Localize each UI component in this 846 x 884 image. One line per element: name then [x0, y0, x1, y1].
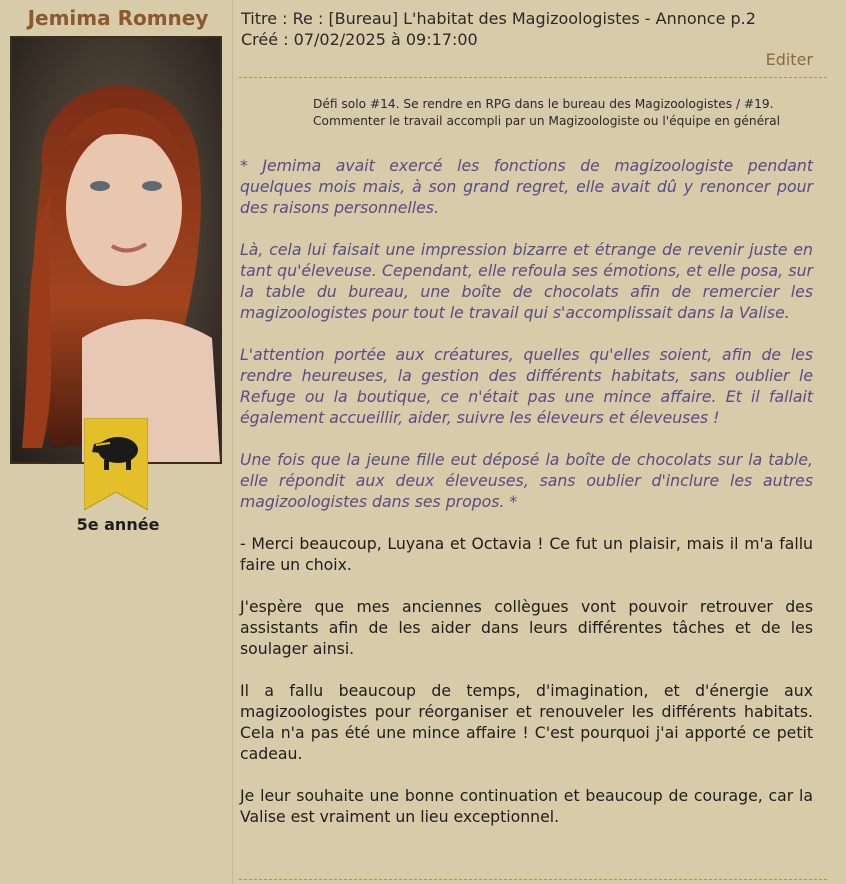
avatar — [10, 36, 222, 464]
rp-paragraph: Là, cela lui faisait une impression bizarre et étrange de revenir juste en tant qu'éleveuse. Cependant, elle refoula ses émotions, et elle posa, sur la table du bureau, une boîte de chocolats afin de remercier les magizoologistes pour tout le travail qui s'accomplissait dans la Valise. — [240, 240, 813, 322]
post-content — [232, 0, 846, 884]
header-divider — [239, 77, 827, 78]
post-header — [241, 8, 756, 50]
rp-paragraph: Une fois que la jeune fille eut déposé la boîte de chocolats sur la table, elle répondit aux deux éleveuses, sans oublier d'inclure les autres magizoologistes dans ses propos. * — [240, 450, 813, 511]
challenge-note — [313, 96, 833, 130]
challenge-line: Commenter le travail accompli par un Magizoologiste ou l'équipe en général — [313, 114, 780, 128]
author-name[interactable]: Jemima Romney — [27, 6, 209, 30]
rp-paragraph: L'attention portée aux créatures, quelles qu'elles soient, afin de les rendre heureuses, la gestion des différents habitats, sans oublier le Refuge ou la boutique, ce n'était pas une mince affaire. Et il fallait également accueillir, aider, suivre les éleveurs et éleveuses ! — [240, 345, 813, 427]
edit-button[interactable]: Editer — [765, 50, 813, 69]
house-badge — [84, 418, 148, 510]
speech-paragraph: Je leur souhaite une bonne continuation et beaucoup de courage, car la Valise est vraiment un lieu exceptionnel. — [240, 786, 813, 826]
post-created-date: Créé : 07/02/2025 à 09:17:00 — [241, 30, 478, 49]
author-sidebar — [0, 0, 232, 884]
post-body — [240, 155, 813, 848]
challenge-line: Défi solo #14. Se rendre en RPG dans le bureau des Magizoologistes / #19. — [313, 97, 774, 111]
post-title: Titre : Re : [Bureau] L'habitat des Magizoologistes - Annonce p.2 — [241, 9, 756, 28]
speech-paragraph: Il a fallu beaucoup de temps, d'imagination, et d'énergie aux magizoologistes pour réorganiser et renouveler les différents habitats. Cela n'a pas été une mince affaire ! C'est pourquoi j'ai apporté ce petit cadeau. — [240, 681, 813, 763]
rp-paragraph: * Jemima avait exercé les fonctions de magizoologiste pendant quelques mois mais, à son grand regret, elle avait dû y renoncer pour des raisons personnelles. — [240, 156, 813, 217]
avatar-portrait-image — [12, 38, 220, 462]
speech-paragraph: - Merci beaucoup, Luyana et Octavia ! Ce fut un plaisir, mais il m'a fallu faire un choix. — [240, 534, 813, 574]
speech-paragraph: J'espère que mes anciennes collègues vont pouvoir retrouver des assistants afin de les aider dans leurs différentes tâches et de les soulager ainsi. — [240, 597, 813, 658]
footer-divider — [239, 879, 827, 880]
year-label: 5e année — [76, 515, 160, 534]
